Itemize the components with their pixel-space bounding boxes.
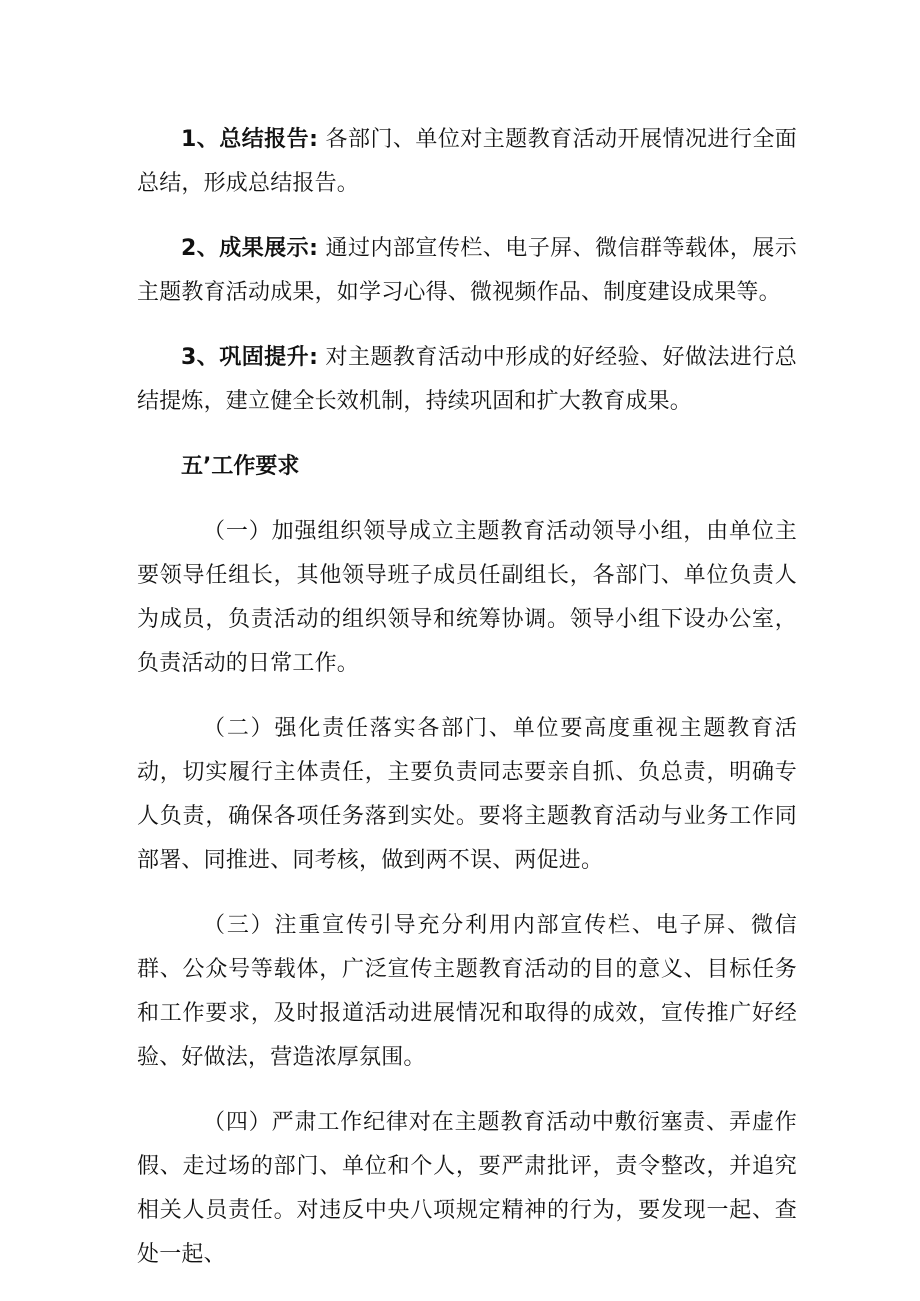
item-lead: 3、巩固提升: [181,345,319,370]
item-consolidate [137,336,797,424]
item-lead: 2、成果展示: [181,236,319,261]
item-text: 对主题教育活动中形成的好经验、好做法进行总结提炼，建立健全长效机制，持续巩固和扩大教育成果。 [137,345,797,414]
item-summary-report [137,118,797,206]
section-heading: 五’工作要求 [181,454,300,479]
item-results-display [137,227,797,315]
item-text: 通过内部宣传栏、电子屏、微信群等载体，展示主题教育活动成果，如学习心得、微视频作品、制度建设成果等。 [137,236,797,305]
item-lead: 1、总结报告: [181,127,319,152]
requirement-paragraph: （三）注重宣传引导充分利用内部宣传栏、电子屏、微信群、公众号等载体，广泛宣传主题教育活动的目的意义、目标任务和工作要求，及时报道活动进展情况和取得的成效，宣传推广好经验、好做法，营造浓厚氛围。 [137,913,797,1070]
requirement-paragraph: （一）加强组织领导成立主题教育活动领导小组，由单位主要领导任组长，其他领导班子成员任副组长，各部门、单位负责人为成员，负责活动的组织领导和统筹协调。领导小组下设办公室，负责活动的日常工作。 [137,519,797,676]
requirement-paragraph: （四）严肃工作纪律对在主题教育活动中敷衍塞责、弄虚作假、走过场的部门、单位和个人，要严肃批评，责令整改，并追究相关人员责任。对违反中央八项规定精神的行为，要发现一起、查处一起、 [137,1110,797,1267]
item-text: 各部门、单位对主题教育活动开展情况进行全面总结，形成总结报告。 [137,127,797,196]
requirement-paragraph: （二）强化责任落实各部门、单位要高度重视主题教育活动，切实履行主体责任，主要负责同志要亲自抓、负总责，明确专人负责，确保各项任务落到实处。要将主题教育活动与业务工作同部署、同推进、同考核，做到两不误、两促进。 [137,716,797,873]
document-body [137,118,797,1298]
